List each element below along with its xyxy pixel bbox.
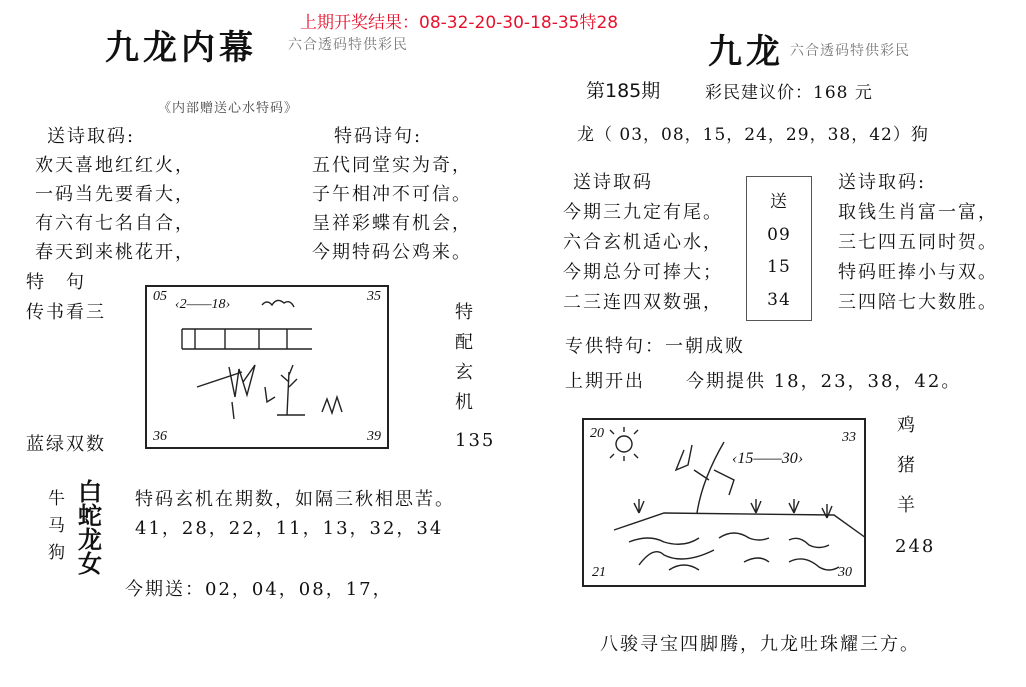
zodiac-small-column: [48, 486, 66, 567]
exclusive-phrase: 专供特句：一朝成败: [565, 336, 745, 357]
right-side-number: 248: [895, 536, 936, 557]
zodiac-char: 狗: [48, 543, 66, 563]
left-side-vertical: [455, 298, 475, 418]
poem-heading: 送诗取码:: [47, 126, 136, 147]
send-numbers-box: [746, 176, 812, 321]
corner-number: 30: [838, 565, 852, 580]
footer-poem: 八骏寻宝四脚腾，九龙吐珠耀三方。: [600, 634, 920, 655]
send-number: 09: [767, 224, 791, 245]
corner-number: 35: [367, 289, 381, 304]
poem-line: 春天到来桃花开，: [35, 242, 195, 263]
right-subtitle: 六合透码特供彩民: [790, 43, 910, 59]
left-drawing-box: [145, 285, 389, 449]
poem-line: 三四陪七大数胜。: [838, 292, 998, 313]
riddle-line: 特码玄机在期数，如隔三秋相思苦。: [135, 489, 455, 510]
poem-heading: 送诗取码:: [838, 172, 927, 193]
corner-number: 05: [153, 289, 167, 304]
poem-heading: 特码诗句:: [334, 126, 423, 147]
left-poem-special: [312, 122, 472, 267]
side-char: 猪: [897, 455, 917, 476]
provide-line: 今期提供 18，23，38，42。: [686, 371, 962, 392]
corner-number: 20: [590, 426, 604, 441]
left-section-title: 《内部赠送心水特码》: [158, 101, 299, 116]
poem-line: 今期三九定有尾。: [563, 202, 723, 223]
bottom-label: 蓝绿双数: [26, 434, 106, 455]
right-poem-send-2: [838, 168, 998, 318]
corner-number: 39: [367, 429, 381, 444]
poem-line: 今期特码公鸡来。: [312, 242, 472, 263]
side-char: 羊: [897, 495, 917, 516]
poem-line: 二三连四双数强，: [563, 292, 723, 313]
zodiac-bold-column: [78, 477, 102, 578]
side-char: 玄: [455, 362, 475, 383]
side-char: 鸡: [897, 415, 917, 436]
right-side-vertical: [897, 406, 917, 526]
suggested-price: 彩民建议价：168 元: [705, 83, 873, 103]
zodiac-char: 女: [78, 549, 102, 578]
last-issue-label: 上期开出: [565, 371, 645, 392]
range-text: ‹2——18›: [175, 297, 231, 312]
poem-line: 子午相冲不可信。: [312, 184, 472, 205]
send-number: 34: [767, 289, 791, 310]
poem-line: 有六有七名自合，: [35, 213, 195, 234]
dragon-numbers-line: 龙（ 03，08，15，24，29，38，42）狗: [577, 125, 929, 145]
range-text: ‹15——30›: [732, 450, 804, 467]
zodiac-char: 白: [78, 477, 102, 506]
zodiac-char: 龙: [78, 525, 102, 554]
side-char: 机: [455, 392, 475, 413]
poem-line: 六合玄机适心水，: [563, 232, 723, 253]
poem-line: 特码旺捧小与双。: [838, 262, 998, 283]
left-subtitle: 六合透码特供彩民: [288, 37, 408, 53]
zodiac-char: 马: [48, 516, 66, 536]
poem-line: 三七四五同时贺。: [838, 232, 998, 253]
right-title: 九龙: [708, 32, 784, 72]
poem-line: 一码当先要看大，: [35, 184, 195, 205]
left-side-number: 135: [455, 430, 496, 451]
zodiac-char: 蛇: [78, 501, 102, 530]
corner-number: 33: [842, 430, 856, 445]
send-char: 送: [770, 192, 788, 213]
issue-number: 第185期: [586, 80, 661, 102]
bridge-plants-sketch: [147, 287, 387, 447]
side-char: 特: [455, 302, 475, 323]
special-phrase-label: 特 句: [26, 272, 86, 293]
special-phrase: 传书看三: [26, 302, 106, 323]
poem-line: 今期总分可捧大；: [563, 262, 723, 283]
send-number: 15: [767, 257, 791, 278]
right-drawing-box: [582, 418, 866, 587]
poem-line: 呈祥彩蝶有机会，: [312, 213, 472, 234]
poem-heading: 送诗取码: [573, 172, 653, 193]
side-char: 配: [455, 332, 475, 353]
poem-line: 取钱生肖富一富，: [838, 202, 998, 223]
poem-line: 欢天喜地红红火，: [35, 155, 195, 176]
zodiac-char: 牛: [48, 489, 66, 509]
left-title: 九龙内幕: [105, 28, 257, 68]
riddle-numbers: 41，28，22，11，13，32，34: [135, 518, 444, 539]
left-poem-send: [35, 122, 195, 267]
poem-line: 五代同堂实为奇，: [312, 155, 472, 176]
corner-number: 36: [153, 429, 167, 444]
right-poem-send: [563, 168, 723, 318]
result-banner: 上期开奖结果：08-32-20-30-18-35特28: [300, 13, 619, 33]
send-line: 今期送：02，04，08，17，: [125, 579, 393, 600]
corner-number: 21: [592, 565, 606, 580]
tree-water-sketch: [584, 420, 864, 585]
